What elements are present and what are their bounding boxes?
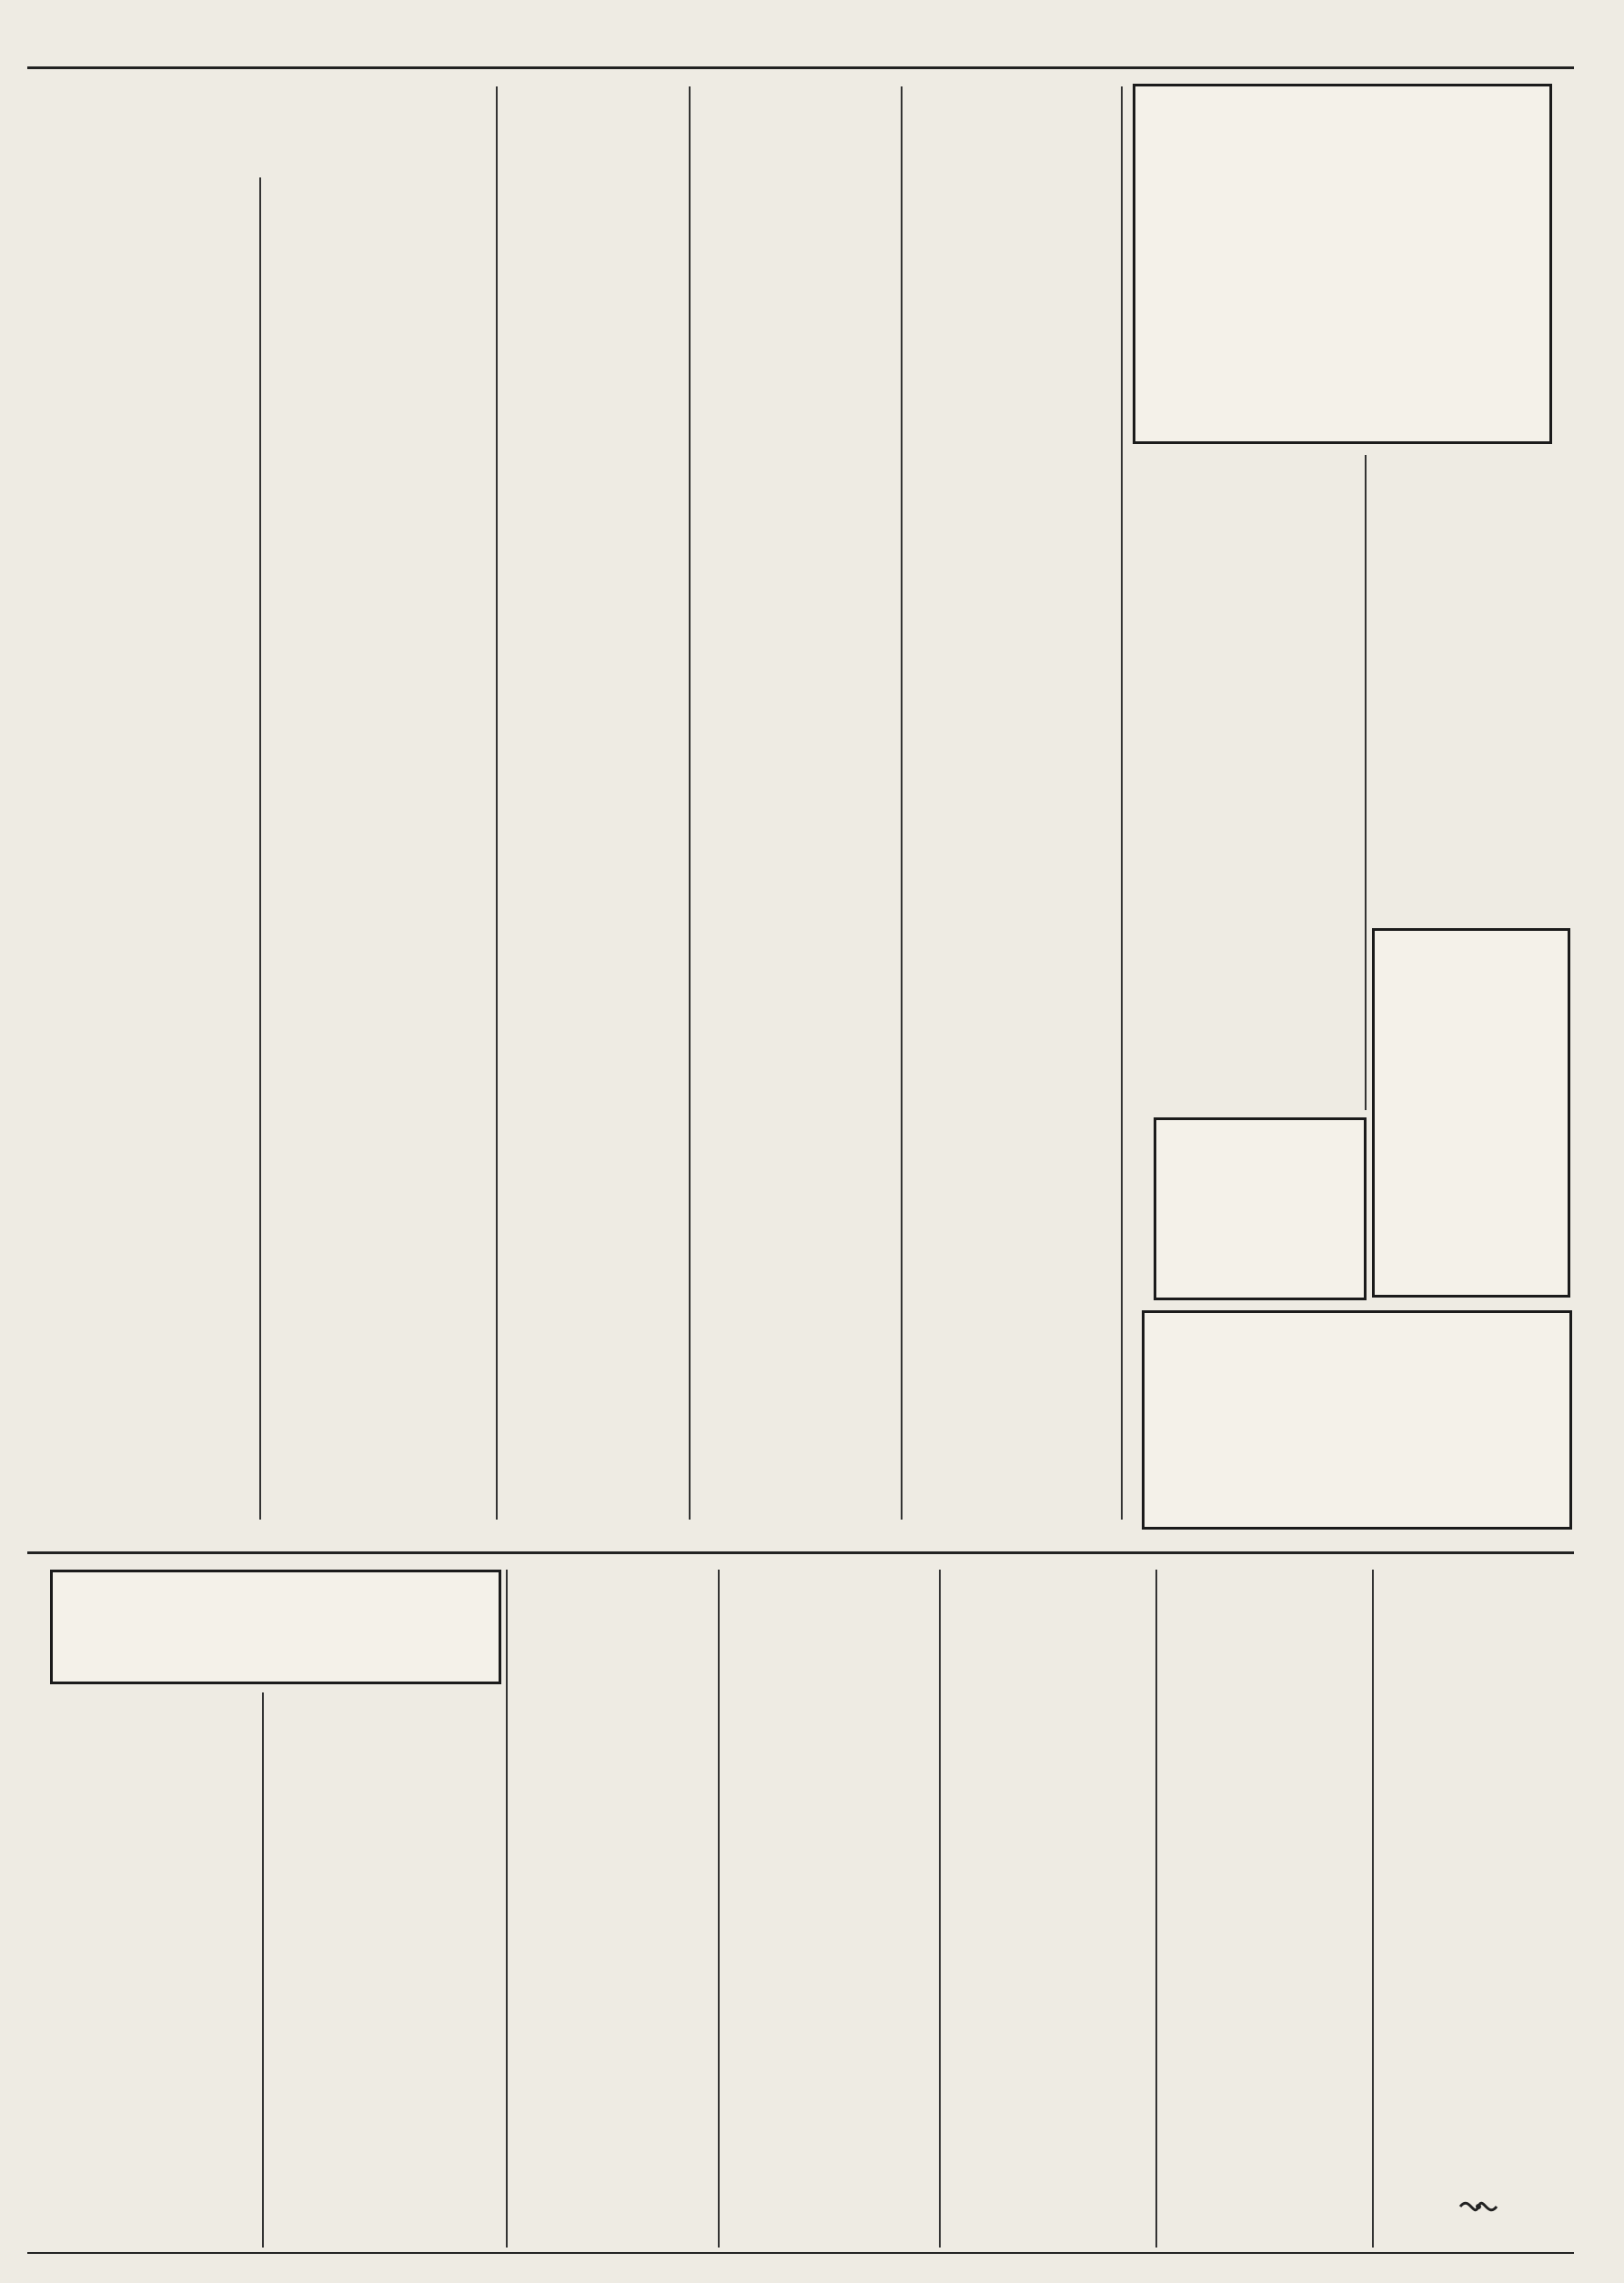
- ziberoan-column-3: [503, 146, 685, 1520]
- dames-de-france-ad: [1142, 1310, 1572, 1530]
- column-rule: [262, 1692, 264, 2248]
- ad-line: [1145, 1317, 1569, 1335]
- saint-column-4: [725, 1570, 934, 2248]
- sainduen-title-box: [50, 1570, 501, 1684]
- pilotaz-column: [696, 84, 896, 1520]
- column-rule: [939, 1570, 941, 2248]
- column-rule: [1155, 1570, 1157, 2248]
- column-rule: [496, 86, 498, 1520]
- market-column: [53, 180, 257, 1518]
- dames-footer: [1142, 1527, 1567, 1547]
- fleuron-ornament: [1456, 2195, 1501, 2218]
- zapateria-ad: [1372, 928, 1570, 1298]
- vente-notice: [1133, 455, 1360, 1110]
- horlogerie-ad: [1154, 1117, 1367, 1300]
- bottom-rule: [27, 2252, 1574, 2254]
- column-rule: [689, 86, 691, 1520]
- middle-rule: [27, 1551, 1574, 1554]
- column-rule: [1365, 455, 1367, 1110]
- ziberoan-column-2: [267, 180, 491, 1518]
- nafarroatik-column: [908, 84, 1115, 1520]
- saint-column-2: [269, 1692, 501, 2248]
- nouvelles-galeries-ad: [1133, 84, 1552, 444]
- baiona-right-column: [1372, 464, 1563, 919]
- column-rule: [1121, 86, 1123, 1520]
- column-rule: [718, 1570, 720, 2248]
- saint-column-5: [946, 1570, 1151, 2248]
- saint-column-3: [513, 1570, 713, 2248]
- column-rule: [259, 177, 261, 1520]
- column-rule: [901, 86, 903, 1520]
- saint-column-6: [1163, 1570, 1367, 2248]
- ziberoan-section: [36, 86, 673, 141]
- top-rule: [27, 66, 1574, 69]
- column-rule: [1372, 1570, 1374, 2248]
- saint-column-1: [55, 1692, 259, 2238]
- column-rule: [506, 1570, 508, 2248]
- saint-column-7: [1379, 1570, 1570, 2188]
- maule-heading-box: [100, 146, 373, 173]
